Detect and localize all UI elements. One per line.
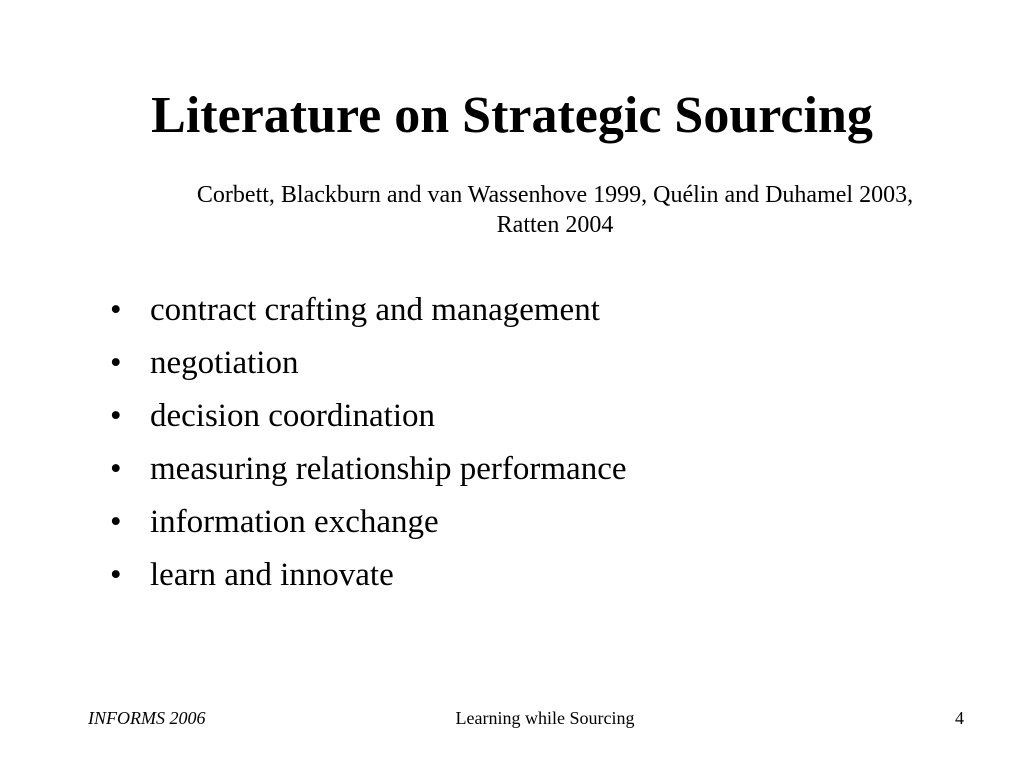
slide-title: Literature on Strategic Sourcing <box>151 87 873 144</box>
bullet-icon: • <box>110 451 122 487</box>
bullet-text: decision coordination <box>150 398 436 434</box>
bullet-text: information exchange <box>150 504 439 540</box>
bullet-text: negotiation <box>150 345 299 381</box>
bullet-icon: • <box>110 504 122 540</box>
citation-line: Ratten 2004 <box>496 212 614 238</box>
bullet-item <box>110 443 627 496</box>
bullet-item <box>110 549 627 602</box>
citation-line: Corbett, Blackburn and van Wassenhove 1999, Quélin and Duhamel 2003, <box>196 182 914 208</box>
bullet-icon: • <box>110 292 122 328</box>
footer-title: Learning while Sourcing <box>455 708 635 728</box>
bullet-item <box>110 284 627 337</box>
footer-page-number: 4 <box>955 708 964 728</box>
bullet-item <box>110 337 627 390</box>
bullet-text: learn and innovate <box>150 557 394 593</box>
bullet-item <box>110 390 627 443</box>
bullet-text: measuring relationship performance <box>150 451 627 487</box>
citation-subtitle <box>90 180 1020 240</box>
bullet-icon: • <box>110 345 122 381</box>
bullet-icon: • <box>110 398 122 434</box>
footer-conference: INFORMS 2006 <box>88 708 206 728</box>
bullet-icon: • <box>110 557 122 593</box>
bullet-item <box>110 496 627 549</box>
bullet-list <box>110 284 627 602</box>
bullet-text: contract crafting and management <box>150 292 600 328</box>
